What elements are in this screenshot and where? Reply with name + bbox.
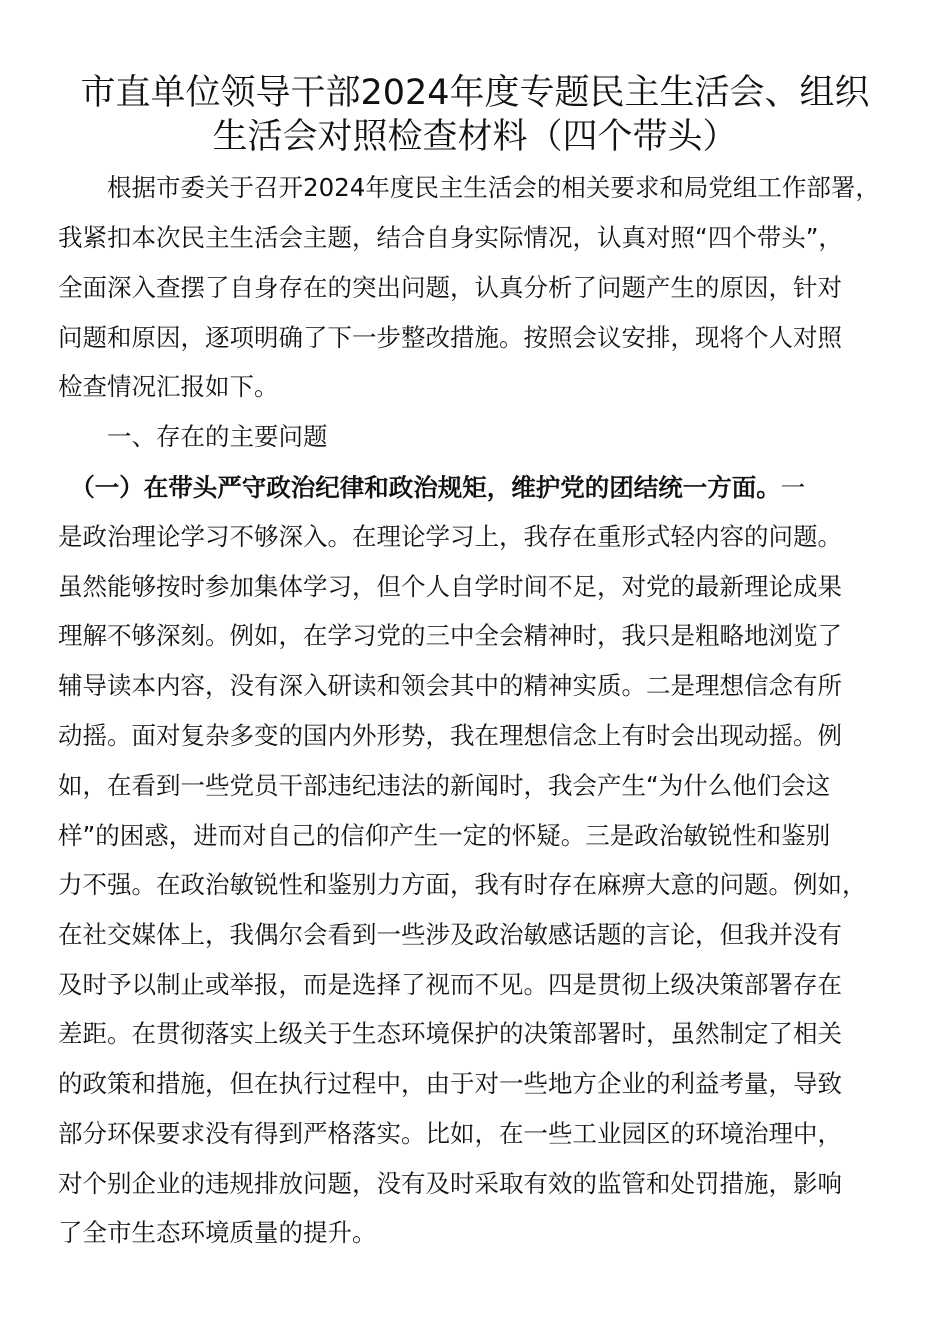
body-line: 辅导读本内容，没有深入研读和领会其中的精神实质。二是理想信念有所 bbox=[58, 671, 842, 700]
body-line: 全面深入查摆了自身存在的突出问题，认真分析了问题产生的原因，针对 bbox=[58, 273, 842, 302]
body-line: 我紧扣本次民主生活会主题，结合自身实际情况，认真对照“四个带头”， bbox=[58, 223, 843, 252]
subsection-heading-line bbox=[58, 471, 898, 505]
body-line: 力不强。在政治敏锐性和鉴别力方面，我有时存在麻痹大意的问题。例如， bbox=[58, 870, 867, 899]
document-title-line-2: 生活会对照检查材料（四个带头） bbox=[212, 117, 738, 157]
indent bbox=[58, 473, 83, 502]
body-line: 了全市生态环境质量的提升。 bbox=[58, 1218, 377, 1247]
body-line: 的政策和措施，但在执行过程中，由于对一些地方企业的利益考量，导致 bbox=[58, 1069, 842, 1098]
body-line: 及时予以制止或举报，而是选择了视而不见。四是贯彻上级决策部署存在 bbox=[58, 970, 842, 999]
body-line: 部分环保要求没有得到严格落实。比如，在一些工业园区的环境治理中， bbox=[58, 1119, 842, 1148]
body-line: 如，在看到一些党员干部违纪违法的新闻时，我会产生“为什么他们会这 bbox=[58, 771, 831, 800]
body-line: 差距。在贯彻落实上级关于生态环境保护的决策部署时，虽然制定了相关 bbox=[58, 1019, 842, 1048]
section-heading: 一、存在的主要问题 bbox=[58, 422, 328, 451]
body-line: 问题和原因，逐项明确了下一步整改措施。按照会议安排，现将个人对照 bbox=[58, 323, 842, 352]
body-line: 根据市委关于召开2024年度民主生活会的相关要求和局党组工作部署， bbox=[58, 173, 880, 202]
body-line: 在社交媒体上，我偶尔会看到一些涉及政治敏感话题的言论，但我并没有 bbox=[58, 920, 842, 949]
document-title-line-1: 市直单位领导干部2024年度专题民主生活会、组织 bbox=[80, 73, 870, 113]
body-line: 对个别企业的违规排放问题，没有及时采取有效的监管和处罚措施，影响 bbox=[58, 1169, 842, 1198]
body-line: 虽然能够按时参加集体学习，但个人自学时间不足，对党的最新理论成果 bbox=[58, 572, 842, 601]
body-line: 是政治理论学习不够深入。在理论学习上，我存在重形式轻内容的问题。 bbox=[58, 522, 842, 551]
body-line: 动摇。面对复杂多变的国内外形势，我在理想信念上有时会出现动摇。例 bbox=[58, 721, 842, 750]
body-line: 理解不够深刻。例如，在学习党的三中全会精神时，我只是粗略地浏览了 bbox=[58, 621, 842, 650]
subsection-heading-tail: 一 bbox=[780, 473, 806, 502]
body-line: 样”的困惑，进而对自己的信仰产生一定的怀疑。三是政治敏锐性和鉴别 bbox=[58, 821, 831, 850]
body-line: 检查情况汇报如下。 bbox=[58, 372, 279, 401]
subsection-heading: （一）在带头严守政治纪律和政治规矩，维护党的团结统一方面。 bbox=[82, 473, 781, 502]
